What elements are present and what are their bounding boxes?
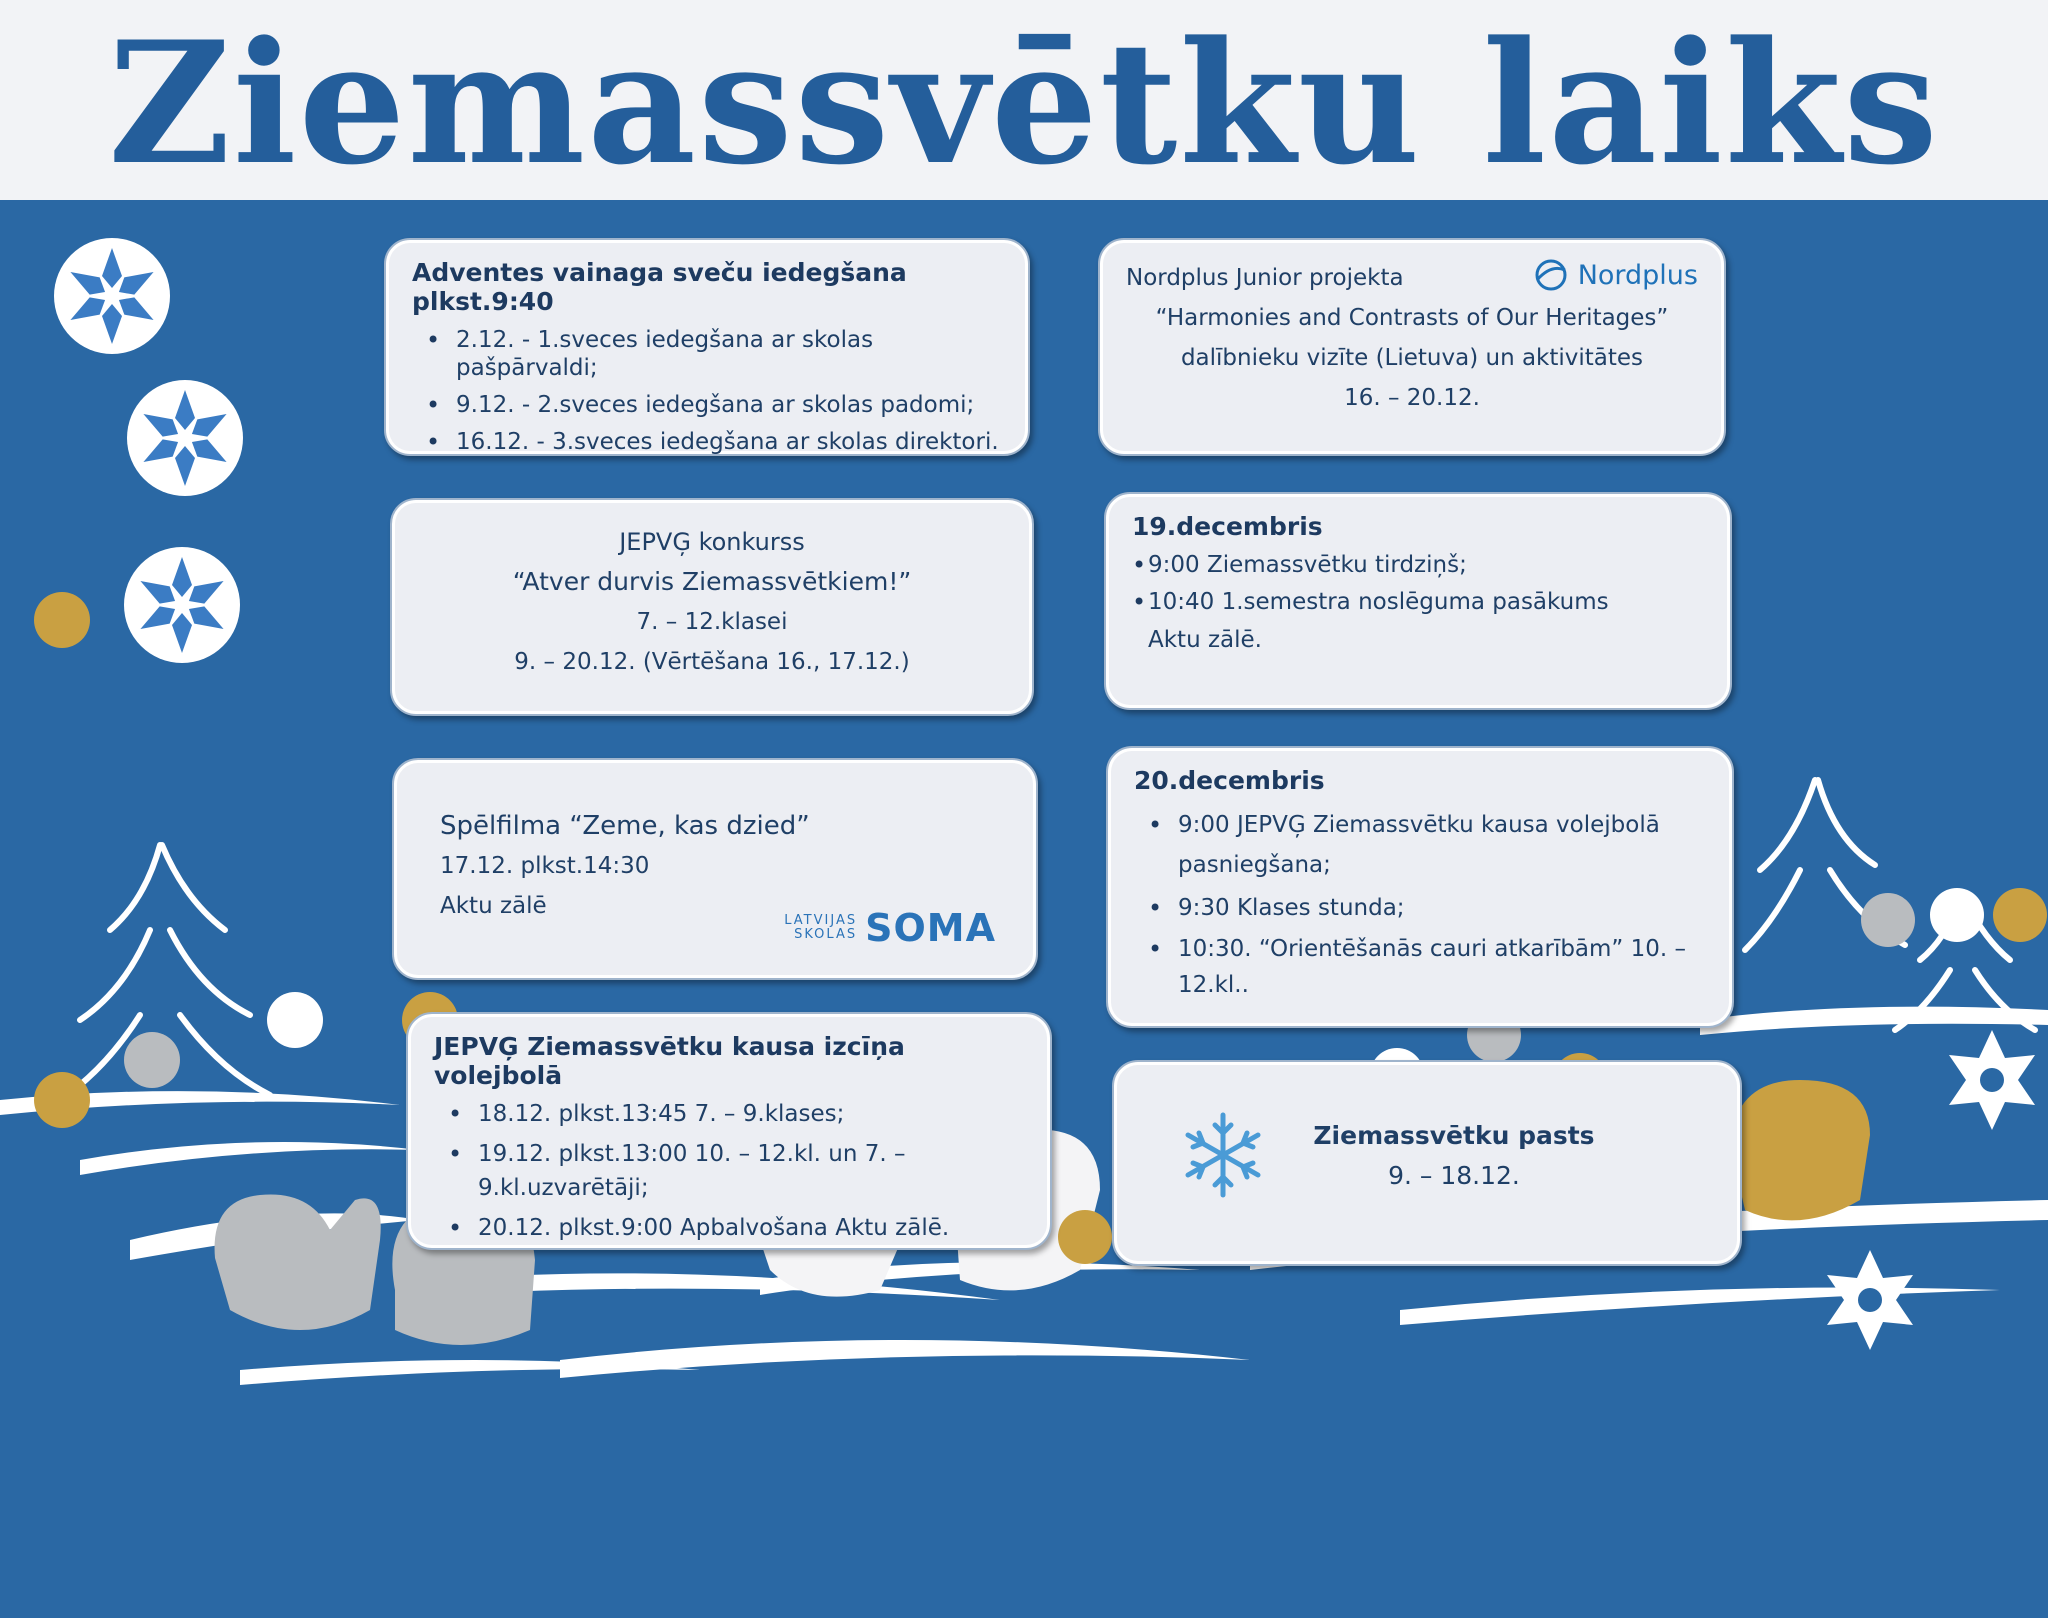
list-item: • 18.12. plkst.13:45 7. – 9.klases; xyxy=(448,1100,1024,1128)
card-dec20 xyxy=(1106,746,1734,1028)
film-title: Spēlfilma “Zeme, kas dzied” xyxy=(440,811,810,841)
list-item: • 10:40 1.semestra noslēguma pasākums xyxy=(1132,588,1704,616)
title-banner xyxy=(0,0,2048,200)
list-item: • 9:00 JEPVĢ Ziemassvētku kausa volejbolā pasniegšana; xyxy=(1148,805,1706,885)
card-konkurss xyxy=(390,498,1034,716)
snowflake-icon xyxy=(124,547,240,663)
snowflake-icon xyxy=(127,380,243,496)
list-item: • 2.12. - 1.sveces iedegšana ar skolas pašpārvaldi; xyxy=(426,326,1002,382)
project-name: “Harmonies and Contrasts of Our Heritages” xyxy=(1155,305,1669,331)
day-title: 19.decembris xyxy=(1132,512,1323,541)
list-item: • 9:00 Ziemassvētku tirdziņš; xyxy=(1132,551,1704,579)
card-post xyxy=(1112,1060,1742,1266)
list-item: • 10:30. “Orientēšanās cauri atkarībām” 10. – 12.kl.. xyxy=(1148,931,1706,1003)
board xyxy=(0,200,2048,1618)
card-volleyball xyxy=(406,1012,1052,1250)
contest-classes: 7. – 12.klasei xyxy=(636,609,788,635)
star-icon xyxy=(1949,1030,2035,1130)
page-title: Ziemassvētku laiks xyxy=(108,4,1940,202)
star-icon xyxy=(1827,1250,1913,1350)
contest-name: “Atver durvis Ziemassvētkiem!” xyxy=(512,567,912,596)
film-location: Aktu zālē xyxy=(440,893,547,919)
nordplus-logo-icon xyxy=(1532,258,1570,292)
soma-logo xyxy=(784,906,996,950)
snowflake-icon xyxy=(54,238,170,354)
contest-title: JEPVĢ konkurss xyxy=(619,528,805,556)
post-title: Ziemassvētku pasts xyxy=(1313,1121,1595,1150)
card-dec19 xyxy=(1104,492,1732,710)
nordplus-intro: Nordplus Junior projekta xyxy=(1126,265,1404,291)
post-dates: 9. – 18.12. xyxy=(1388,1161,1520,1190)
soma-logo-text: SOMA xyxy=(865,906,996,950)
contest-dates: 9. – 20.12. (Vērtēšana 16., 17.12.) xyxy=(514,649,910,675)
card-title: JEPVĢ Ziemassvētku kausa izcīņa volejbolā xyxy=(434,1032,905,1090)
snowflake-icon xyxy=(1178,1110,1268,1200)
list-item: • 9.12. - 2.sveces iedegšana ar skolas padomi; xyxy=(426,391,1002,419)
project-dates: 16. – 20.12. xyxy=(1344,385,1480,411)
card-advent xyxy=(384,238,1030,456)
soma-logo-line1: LATVIJAS xyxy=(784,913,858,928)
list-item: • 19.12. plkst.13:00 10. – 12.kl. un 7. – 9.kl.uzvarētāji; xyxy=(448,1137,1024,1205)
day-location: Aktu zālē. xyxy=(1148,627,1262,653)
list-item: • 16.12. - 3.sveces iedegšana ar skolas direktori. xyxy=(426,428,1002,456)
card-title: Adventes vainaga sveču iedegšana plkst.9:40 xyxy=(412,258,907,316)
soma-logo-line2: SKOLAS xyxy=(794,927,858,942)
card-film xyxy=(392,758,1038,980)
card-nordplus xyxy=(1098,238,1726,456)
post-info xyxy=(1304,1116,1604,1196)
day-title: 20.decembris xyxy=(1134,766,1325,795)
film-time: 17.12. plkst.14:30 xyxy=(440,853,650,879)
list-item: • 9:30 Klases stunda; xyxy=(1148,894,1706,922)
nordplus-logo xyxy=(1532,258,1698,292)
list-item: • 20.12. plkst.9:00 Apbalvošana Aktu zālē. xyxy=(448,1214,1024,1242)
nordplus-logo-text: Nordplus xyxy=(1577,259,1698,291)
project-description: dalībnieku vizīte (Lietuva) un aktivitātes xyxy=(1180,345,1644,371)
